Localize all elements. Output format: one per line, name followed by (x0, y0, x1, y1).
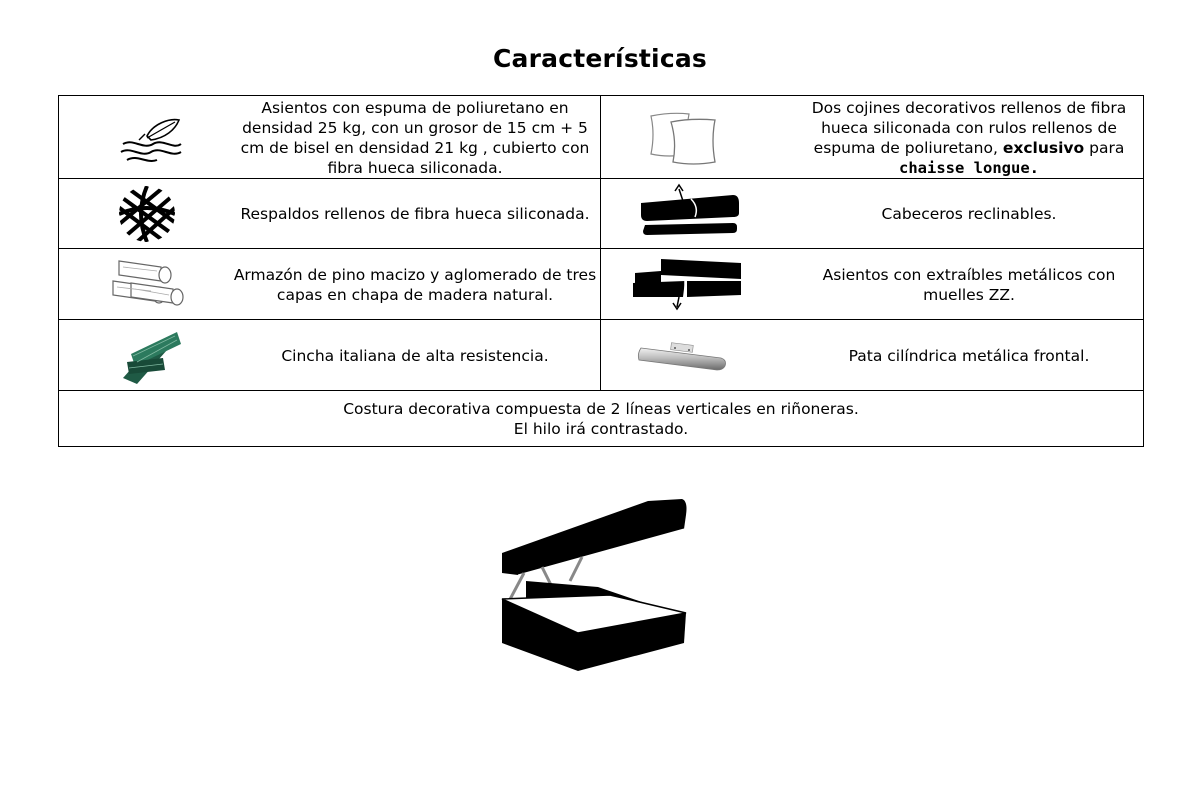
removable-seats-icon (629, 253, 745, 315)
table-row (59, 249, 1143, 320)
feature-text: Cincha italiana de alta resistencia. (281, 346, 549, 365)
features-table (58, 95, 1144, 447)
webbing-strap-icon (119, 326, 185, 384)
feature-cell (59, 96, 601, 178)
table-row (59, 96, 1143, 179)
page-title: Características (492, 44, 707, 73)
footer-line-2: El hilo irá contrastado. (513, 419, 689, 438)
feature-cell (59, 179, 601, 248)
metal-leg-icon (637, 338, 731, 374)
cushions-icon (645, 108, 725, 168)
storage-ottoman-icon (498, 495, 698, 679)
feather-foam-icon (117, 110, 187, 166)
footer-line-1: Costura decorativa compuesta de 2 líneas verticales en riñoneras. (343, 399, 859, 418)
feature-text: Pata cilíndrica metálica frontal. (848, 346, 1090, 365)
table-row (59, 391, 1143, 446)
feature-cell (601, 249, 1143, 319)
reclining-headrest-icon (633, 181, 745, 245)
table-row (59, 320, 1143, 391)
feature-cell (59, 320, 601, 390)
feature-cell (601, 96, 1143, 178)
feature-text: Armazón de pino macizo y aglomerado de tres capas en chapa de madera natural. (233, 265, 597, 304)
feature-cell (601, 320, 1143, 390)
feature-text: Asientos con extraíbles metálicos con muelles ZZ. (822, 265, 1116, 304)
wood-planks-icon (109, 253, 185, 315)
feature-text: Cabeceros reclinables. (881, 205, 1057, 223)
feature-text: Respaldos rellenos de fibra hueca siliconada. (240, 205, 590, 223)
footer-note (59, 391, 1143, 446)
feature-text: Dos cojines decorativos rellenos de fibra hueca siliconada con rulos rellenos de espuma de poliuretano, exclusivo para chaisse longue. (811, 98, 1127, 177)
feature-cell (59, 249, 601, 319)
feature-text: Asientos con espuma de poliuretano en densidad 25 kg, con un grosor de 15 cm + 5 cm de bisel en densidad 21 kg , cubierto con fibra hueca siliconada. (240, 98, 590, 177)
table-row (59, 179, 1143, 249)
feature-cell (601, 179, 1143, 248)
woven-fiber-icon (115, 184, 179, 244)
